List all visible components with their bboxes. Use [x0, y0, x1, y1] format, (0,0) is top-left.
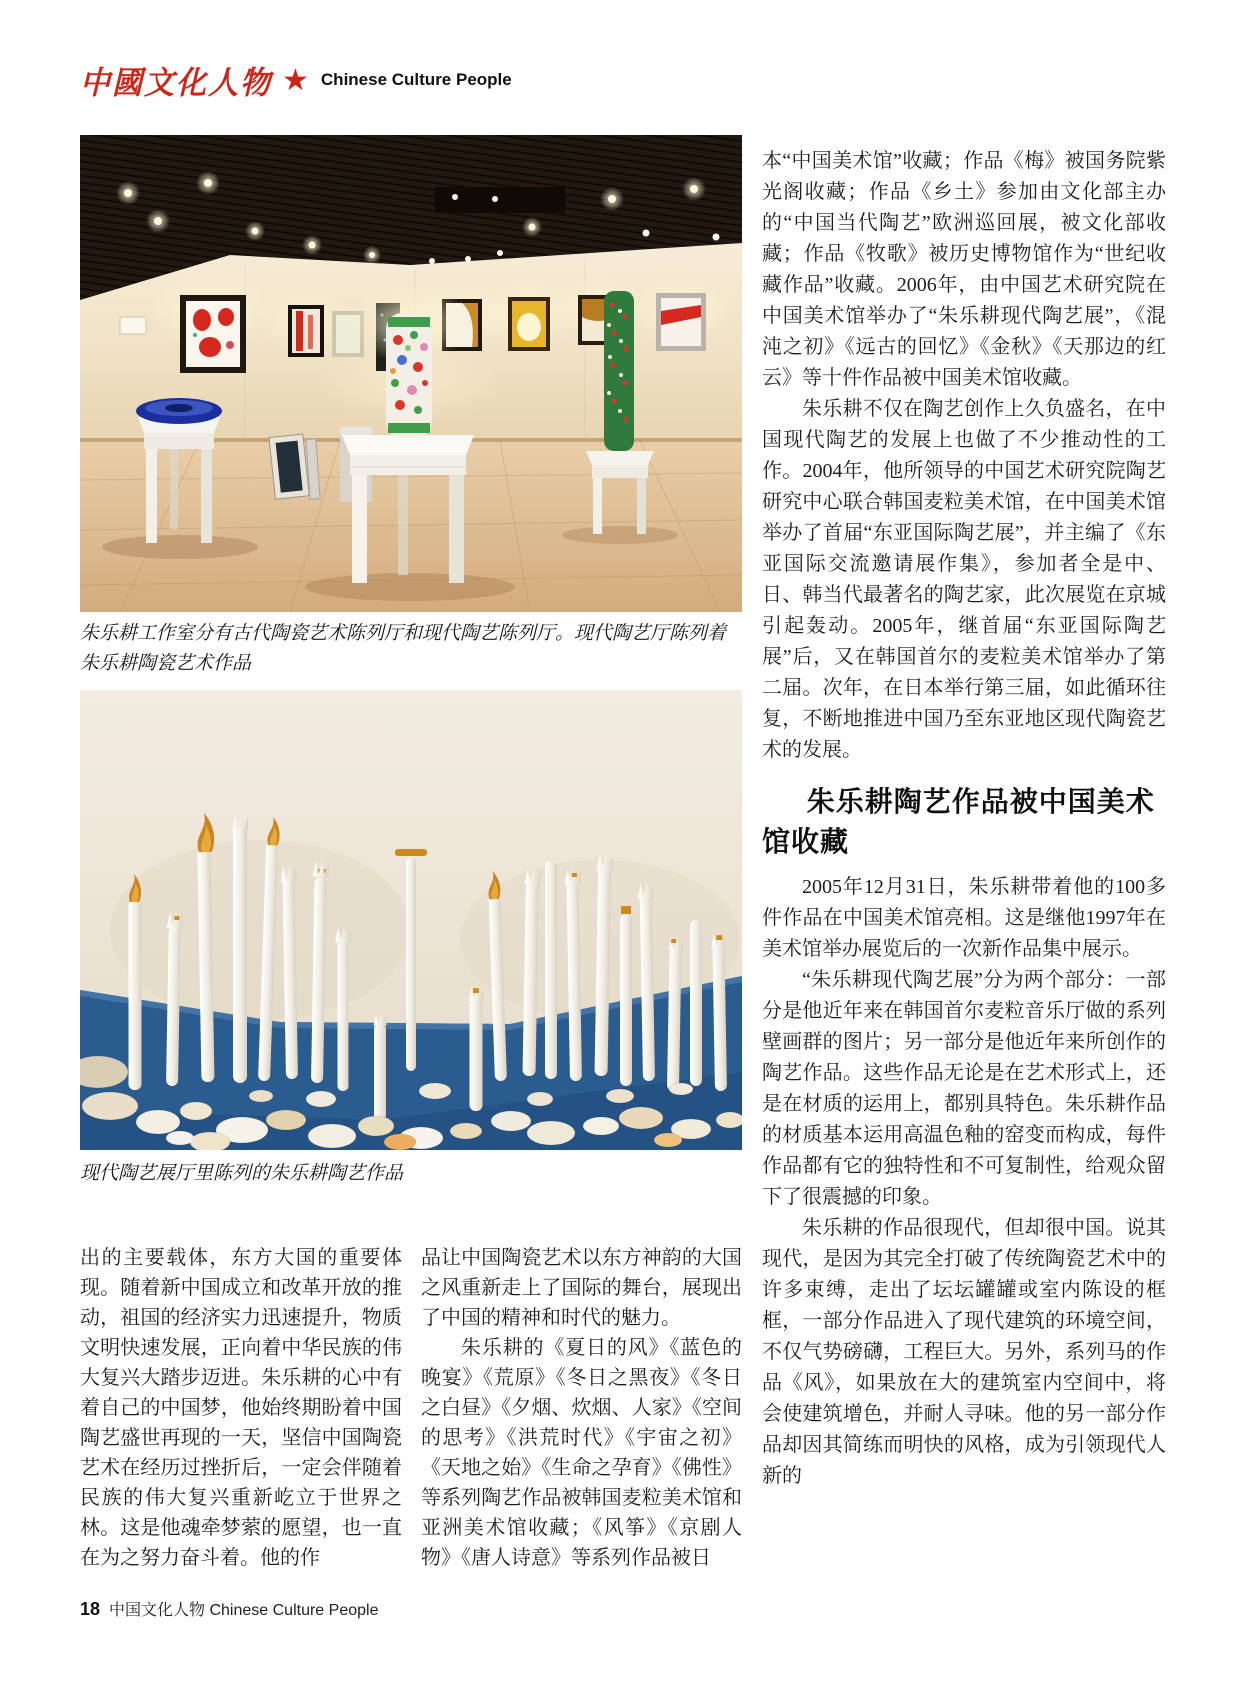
paragraph: 品让中国陶瓷艺术以东方神韵的大国之风重新走上了国际的舞台，展现出了中国的精神和时代的魅力。: [421, 1247, 742, 1329]
paragraph: 朱乐耕的《夏日的风》《蓝色的晚宴》《荒原》《冬日之黑夜》《冬日之白昼》《夕烟、炊烟、人家》《空间的思考》《洪荒时代》《宇宙之初》《天地之始》《生命之孕育》《佛性》等系列陶艺作品被韩国麦粒美术馆和亚洲美术馆收藏；《风筝》《京剧人物》《唐人诗意》等系列作品被日: [421, 1337, 742, 1569]
paragraph: 本“中国美术馆”收藏；作品《梅》被国务院紫光阁收藏；作品《乡土》参加由文化部主办的“中国当代陶艺”欧洲巡回展，被文化部收藏；作品《牧歌》被历史博物馆作为“世纪收藏作品”收藏。2006年，由中国艺术研究院在中国美术馆举办了“朱乐耕现代陶艺展”，《混沌之初》《远古的回忆》《金秋》《天那边的红云》等十件作品被中国美术馆收藏。: [762, 150, 1166, 389]
paragraph: “朱乐耕现代陶艺展”分为两个部分：一部分是他近年来在韩国首尔麦粒音乐厅做的系列壁画群的图片；另一部分是他近年来所创作的陶艺作品。这些作品无论是在艺术形式上，还是在材质的运用上，都别具特色。朱乐耕作品的材质基本运用高温色釉的窑变而构成，每件作品都有它的独特性和不可复制性，给观众留下了很震撼的印象。: [762, 969, 1166, 1208]
gallery-photo-art: [80, 135, 742, 612]
section-heading: 朱乐耕陶艺作品被中国美术馆收藏: [762, 786, 1155, 857]
body-column-middle: [421, 1243, 742, 1569]
ceramic-works-photo: [80, 690, 742, 1150]
magazine-logo-en: Chinese Culture People: [320, 70, 512, 89]
paragraph: 朱乐耕的作品很现代，但却很中国。说其现代，是因为其完全打破了传统陶瓷艺术中的许多束缚，走出了坛坛罐罐或室内陈设的框框，一部分作品进入了现代建筑的环境空间，不仅气势磅礴，工程巨大。另外，系列马的作品《风》，如果放在大的建筑室内空间中，将会使建筑增色，并耐人寻味。他的另一部分作品却因其简练而明快的风格，成为引领现代人新的: [762, 1217, 1166, 1487]
star-icon: ★: [282, 63, 309, 97]
paragraph: 出的主要载体，东方大国的重要体现。随着新中国成立和改革开放的推动，祖国的经济实力迅速提升，物质文明快速发展，正向着中华民族的伟大复兴大踏步迈进。朱乐耕的心中有着自己的中国梦，他始终期盼着中国陶艺盛世再现的一天，坚信中国陶瓷艺术在经历过挫折后，一定会伴随着民族的伟大复兴重新屹立于世界之林。这是他魂牵梦萦的愿望，也一直在为之努力奋斗着。他的作: [80, 1247, 402, 1569]
page-footer: [80, 1597, 378, 1620]
page-number: 18: [80, 1599, 101, 1619]
paragraph: 朱乐耕不仅在陶艺创作上久负盛名，在中国现代陶艺的发展上也做了不少推动性的工作。2004年，他所领导的中国艺术研究院陶艺研究中心联合韩国麦粒美术馆，在中国美术馆举办了首届“东亚国际陶艺展”，并主编了《东亚国际交流邀请展作集》，参加者全是中、日、韩当代最著名的陶艺家，此次展览在京城引起轰动。2005年，继首届“东亚国际陶艺展”后，又在韩国首尔的麦粒美术馆举办了第二届。次年，在日本举行第三届，如此循环往复，不断地推进中国乃至东亚地区现代陶瓷艺术的发展。: [762, 398, 1166, 761]
body-column-right: [762, 146, 1166, 1551]
magazine-header: [80, 58, 512, 102]
footer-title: 中国文化人物 Chinese Culture People: [109, 1602, 379, 1619]
paragraph: 2005年12月31日，朱乐耕带着他的100多件作品在中国美术馆亮相。这是继他1997年在美术馆举办展览后的一次新作品集中展示。: [762, 876, 1166, 960]
gallery-exhibition-photo: [80, 135, 742, 612]
photo1-caption: 朱乐耕工作室分有古代陶瓷艺术陈列厅和现代陶艺陈列厅。现代陶艺厅陈列着朱乐耕陶瓷艺术作品: [80, 622, 727, 674]
ceramic-photo-art: [80, 690, 742, 1150]
magazine-logo-cn: 中國文化人物: [80, 65, 272, 103]
photo2-caption: 现代陶艺展厅里陈列的朱乐耕陶艺作品: [80, 1162, 404, 1184]
body-column-left: [80, 1243, 402, 1569]
